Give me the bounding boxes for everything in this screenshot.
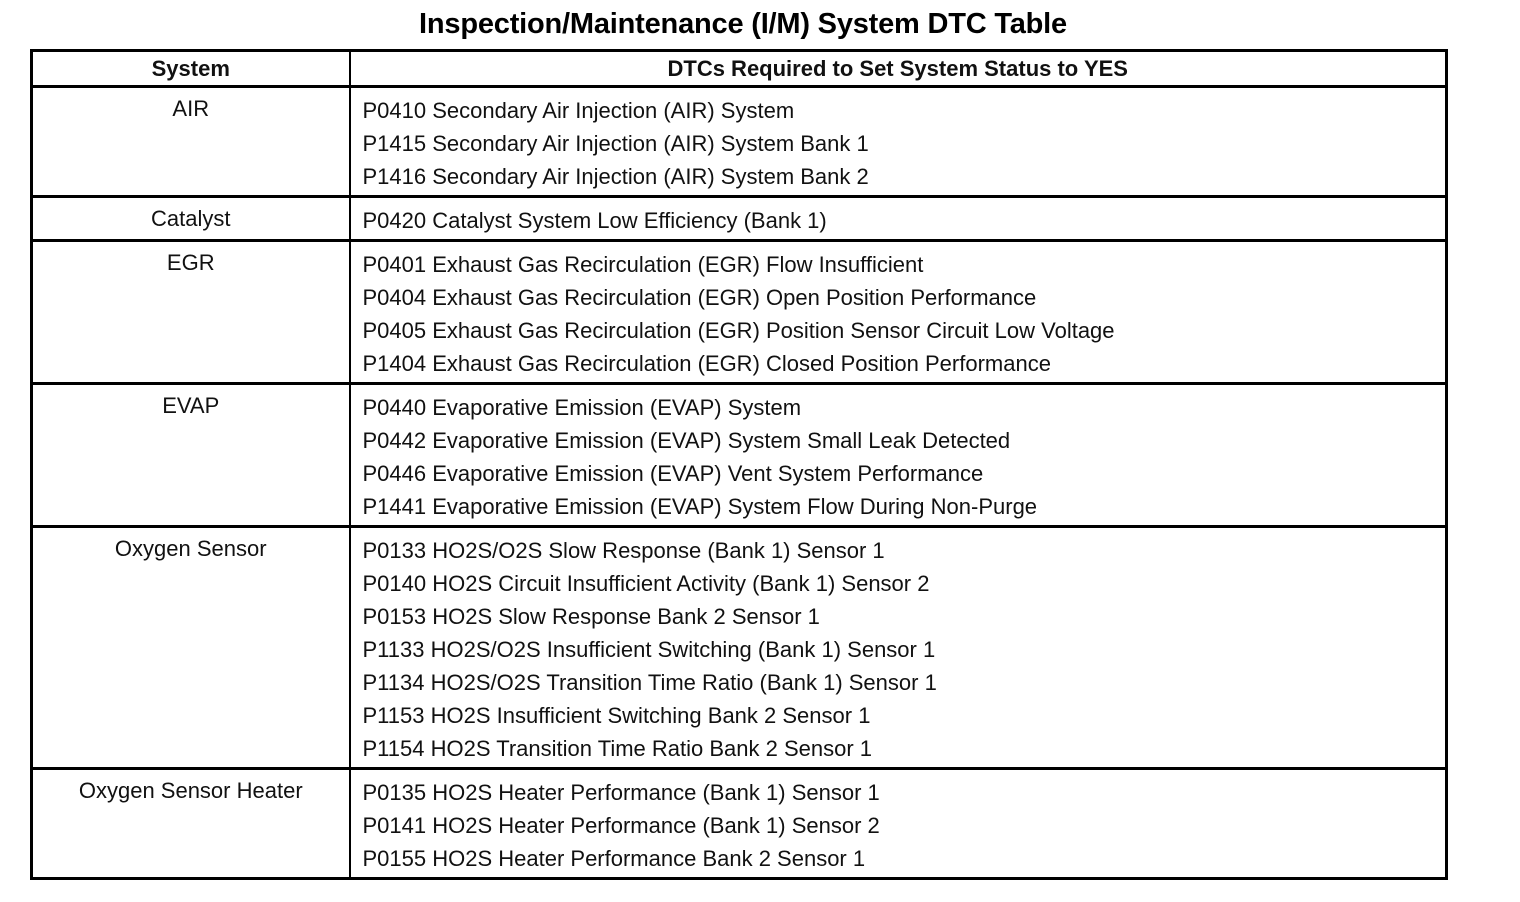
dtc-code-line: P1441 Evaporative Emission (EVAP) System Flow During Non-Purge bbox=[362, 494, 1038, 519]
table-row bbox=[32, 527, 1447, 769]
dtc-code-line: P0135 HO2S Heater Performance (Bank 1) Sensor 1 bbox=[362, 780, 880, 805]
dtc-code-line: P0141 HO2S Heater Performance (Bank 1) Sensor 2 bbox=[362, 813, 880, 838]
dtc-code-line: P0153 HO2S Slow Response Bank 2 Sensor 1 bbox=[362, 604, 820, 629]
dtc-table bbox=[30, 49, 1448, 880]
dtc-list-cell bbox=[350, 384, 1447, 527]
system-cell: Catalyst bbox=[32, 197, 350, 241]
dtc-code-line: P1404 Exhaust Gas Recirculation (EGR) Closed Position Performance bbox=[362, 351, 1051, 376]
table-row bbox=[32, 241, 1447, 384]
dtc-code-line: P0404 Exhaust Gas Recirculation (EGR) Open Position Performance bbox=[362, 285, 1037, 310]
dtc-code-line: P0440 Evaporative Emission (EVAP) System bbox=[362, 395, 802, 420]
dtc-code-line: P0410 Secondary Air Injection (AIR) System bbox=[362, 98, 795, 123]
system-cell: AIR bbox=[32, 87, 350, 197]
dtc-list-cell bbox=[350, 197, 1447, 241]
dtc-list-cell bbox=[350, 527, 1447, 769]
dtc-code-line: P1153 HO2S Insufficient Switching Bank 2 Sensor 1 bbox=[362, 703, 871, 728]
page-title: Inspection/Maintenance (I/M) System DTC Table bbox=[419, 8, 1067, 40]
dtc-code-line: P0155 HO2S Heater Performance Bank 2 Sensor 1 bbox=[362, 846, 866, 871]
table-row bbox=[32, 87, 1447, 197]
dtc-code-line: P0133 HO2S/O2S Slow Response (Bank 1) Sensor 1 bbox=[362, 538, 885, 563]
dtc-code-line: P1415 Secondary Air Injection (AIR) System Bank 1 bbox=[362, 131, 869, 156]
dtc-list-cell bbox=[350, 769, 1447, 879]
dtc-code-line: P0442 Evaporative Emission (EVAP) System Small Leak Detected bbox=[362, 428, 1011, 453]
table-body bbox=[32, 87, 1447, 879]
table-row bbox=[32, 384, 1447, 527]
dtc-list-cell bbox=[350, 87, 1447, 197]
header-system: System bbox=[32, 51, 350, 87]
system-cell: Oxygen Sensor Heater bbox=[32, 769, 350, 879]
system-cell: EGR bbox=[32, 241, 350, 384]
dtc-code-line: P1134 HO2S/O2S Transition Time Ratio (Bank 1) Sensor 1 bbox=[362, 670, 937, 695]
table-row bbox=[32, 197, 1447, 241]
dtc-list-cell bbox=[350, 241, 1447, 384]
dtc-code-line: P0401 Exhaust Gas Recirculation (EGR) Flow Insufficient bbox=[362, 252, 924, 277]
dtc-code-line: P0140 HO2S Circuit Insufficient Activity (Bank 1) Sensor 2 bbox=[362, 571, 930, 596]
dtc-code-line: P1154 HO2S Transition Time Ratio Bank 2 Sensor 1 bbox=[362, 736, 873, 761]
dtc-code-line: P0420 Catalyst System Low Efficiency (Bank 1) bbox=[362, 208, 827, 233]
header-dtcs: DTCs Required to Set System Status to YES bbox=[350, 51, 1447, 87]
dtc-code-line: P0446 Evaporative Emission (EVAP) Vent System Performance bbox=[362, 461, 984, 486]
system-cell: EVAP bbox=[32, 384, 350, 527]
table-header-row bbox=[32, 51, 1447, 87]
table-row bbox=[32, 769, 1447, 879]
dtc-code-line: P1416 Secondary Air Injection (AIR) System Bank 2 bbox=[362, 164, 869, 189]
dtc-code-line: P1133 HO2S/O2S Insufficient Switching (Bank 1) Sensor 1 bbox=[362, 637, 936, 662]
system-cell: Oxygen Sensor bbox=[32, 527, 350, 769]
dtc-code-line: P0405 Exhaust Gas Recirculation (EGR) Position Sensor Circuit Low Voltage bbox=[362, 318, 1115, 343]
